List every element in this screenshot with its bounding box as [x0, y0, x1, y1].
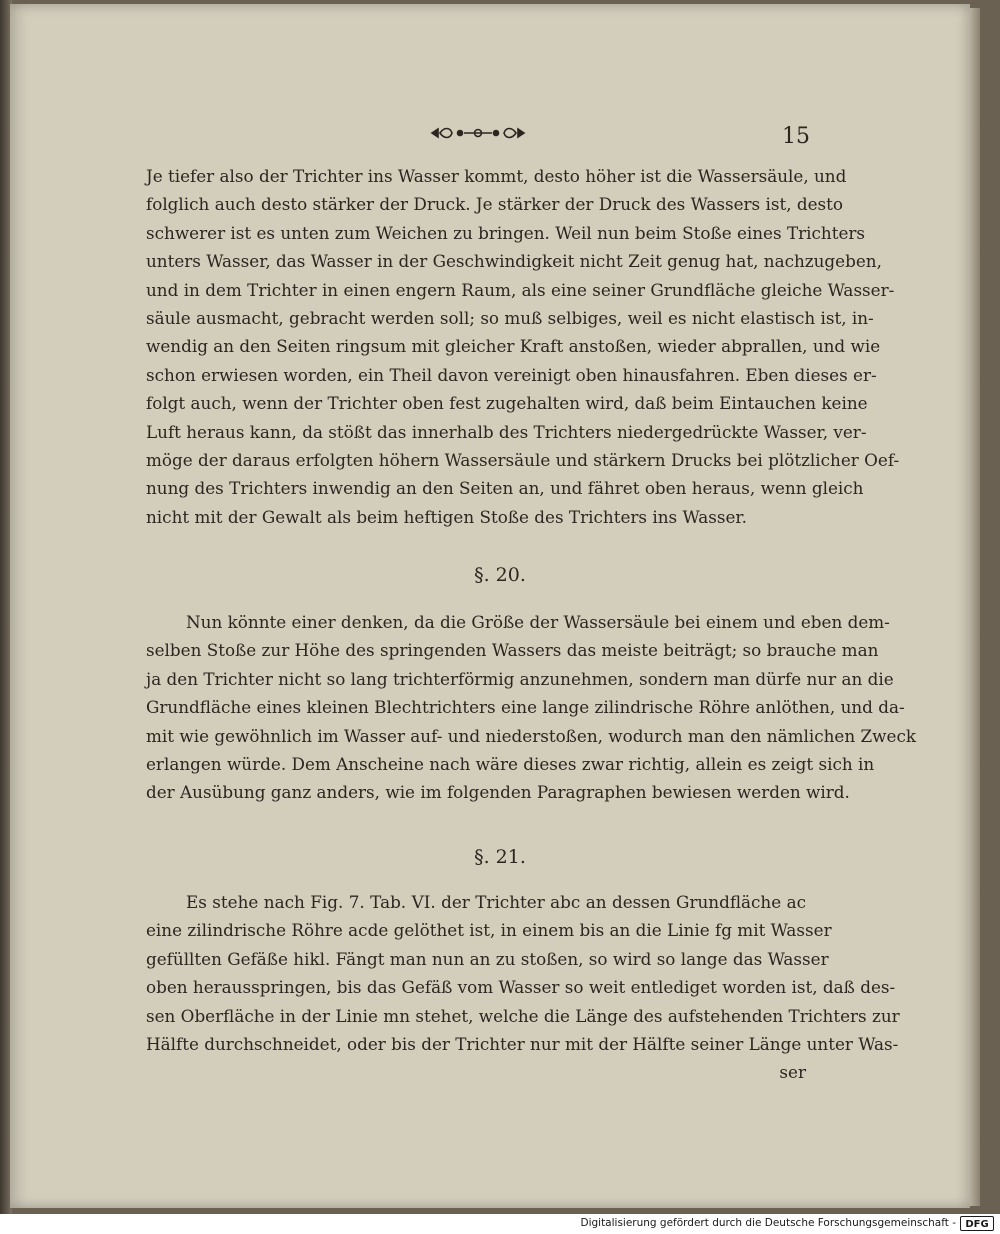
text-line: der Ausübung ganz anders, wie im folgenden Paragraphen bewiesen werden wird.	[146, 782, 850, 803]
text-line: wendig an den Seiten ringsum mit gleicher Kraft anstoßen, wieder abprallen, und wie	[146, 336, 881, 357]
text-line: ja den Trichter nicht so lang trichterförmig anzunehmen, sondern man dürfe nur an die	[146, 668, 894, 689]
text-line: Es stehe nach Fig. 7. Tab. VI. der Trichter abc an dessen Grundfläche ac	[186, 892, 806, 912]
text-line: eine zilindrische Röhre acde gelöthet ist, in einem bis an die Linie fg mit Wasser	[146, 920, 832, 941]
paragraph-section-20	[146, 608, 917, 807]
text-line: folglich auch desto stärker der Druck. Je stärker der Druck des Wassers ist, desto	[146, 194, 844, 215]
footer-bar	[0, 1214, 1000, 1234]
text-line: Hälfte durchschneidet, oder bis der Trichter nur mit der Hälfte seiner Länge unter Was-	[146, 1033, 899, 1054]
text-line: erlangen würde. Dem Anscheine nach wäre dieses zwar richtig, allein es zeigt sich in	[146, 753, 875, 774]
text-line: sen Oberfläche in der Linie mn stehet, welche die Länge des aufstehenden Trichters zur	[146, 1005, 900, 1026]
section-heading-21: §. 21.	[474, 846, 526, 868]
text-line: nung des Trichters inwendig an den Seiten an, und fähret oben heraus, wenn gleich	[146, 478, 864, 499]
footer-credit: Digitalisierung gefördert durch die Deutsche Forschungsgemeinschaft -	[580, 1217, 956, 1229]
book-page	[10, 4, 970, 1208]
dfg-logo: DFG	[960, 1216, 994, 1231]
text-line: Nun könnte einer denken, da die Größe der Wassersäule bei einem und eben dem-	[186, 612, 890, 632]
header-ornament-icon	[430, 126, 526, 140]
catchword: ser	[779, 1062, 806, 1083]
section-heading-20: §. 20.	[474, 564, 526, 586]
text-line: schwerer ist es unten zum Weichen zu bringen. Weil nun beim Stoße eines Trichters	[146, 222, 866, 243]
text-line: selben Stoße zur Höhe des springenden Wassers das meiste beiträgt; so brauche man	[146, 640, 879, 661]
text-line: Je tiefer also der Trichter ins Wasser kommt, desto höher ist die Wassersäule, und	[146, 166, 847, 186]
page-stack-edge	[970, 8, 980, 1206]
text-line: schon erwiesen worden, ein Theil davon vereinigt oben hinausfahren. Eben dieses er-	[146, 364, 877, 385]
text-line: und in dem Trichter in einen engern Raum, als eine seiner Grundfläche gleiche Wasser-	[146, 279, 895, 300]
page-number: 15	[782, 124, 810, 149]
text-line: oben herausspringen, bis das Gefäß vom Wasser so weit entlediget worden ist, daß des-	[146, 977, 896, 998]
text-line: unters Wasser, das Wasser in der Geschwindigkeit nicht Zeit genug hat, nachzugeben,	[146, 251, 882, 272]
text-line: säule ausmacht, gebracht werden soll; so muß selbiges, weil es nicht elastisch ist, in-	[146, 307, 874, 328]
text-line: gefüllten Gefäße hikl. Fängt man nun an zu stoßen, so wird so lange das Wasser	[146, 948, 829, 969]
text-line: mit wie gewöhnlich im Wasser auf- und niederstoßen, wodurch man den nämlichen Zweck	[146, 725, 917, 746]
text-line: nicht mit der Gewalt als beim heftigen Stoße des Trichters ins Wasser.	[146, 506, 747, 527]
text-line: folgt auch, wenn der Trichter oben fest zugehalten wird, daß beim Eintauchen keine	[146, 393, 868, 414]
text-line: Grundfläche eines kleinen Blechtrichters eine lange zilindrische Röhre anlöthen, und da-	[146, 697, 905, 718]
paragraph-1	[146, 162, 900, 531]
text-line: möge der daraus erfolgten höhern Wassersäule und stärkern Drucks bei plötzlicher Oef-	[146, 449, 900, 470]
text-line: Luft heraus kann, da stößt das innerhalb des Trichters niedergedrückte Wasser, ver-	[146, 421, 867, 442]
paragraph-section-21	[146, 888, 900, 1087]
